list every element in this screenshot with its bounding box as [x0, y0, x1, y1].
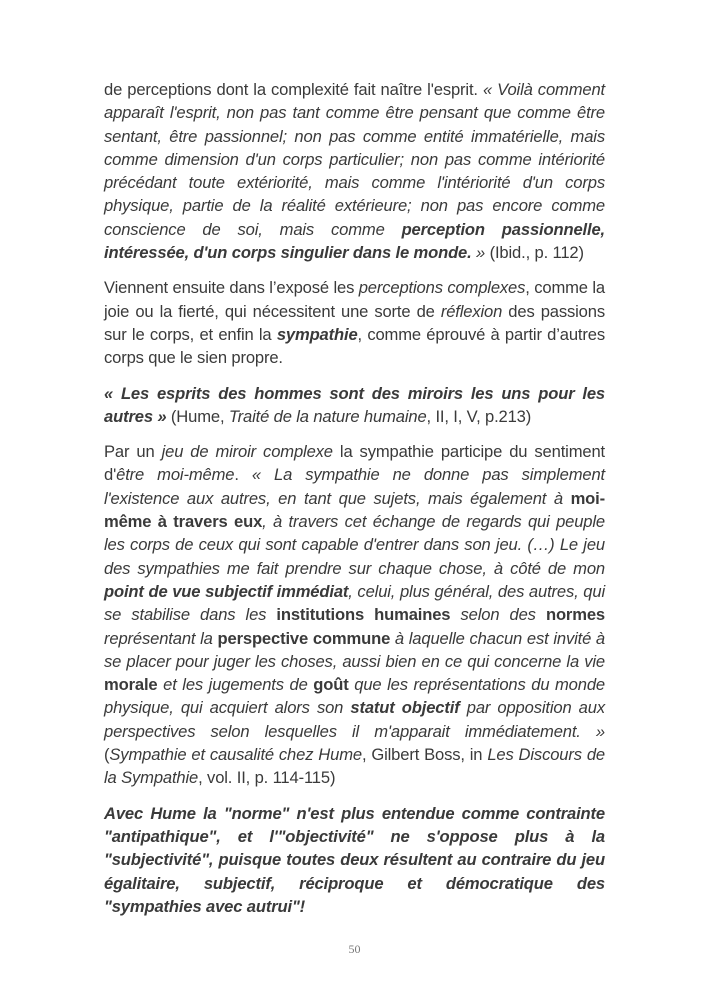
italic-text: perceptions complexes	[358, 278, 526, 298]
italic-text: par opposition aux perspectives selon lesquelles il m'apparait immédiatement. »	[104, 698, 605, 741]
bold-text: perspective commune	[217, 628, 391, 648]
text-run: , vol. II, p. 114-115)	[198, 768, 336, 788]
italic-text: selon des	[450, 605, 546, 625]
text-run: (Ibid., p. 112)	[485, 243, 584, 263]
paragraph-conclusion	[104, 802, 605, 918]
text-run: la sympathie participe du sentiment d'	[104, 442, 605, 485]
bold-text: morale	[104, 675, 158, 695]
text-run: , comme éprouvé à partir d’autres corps que le sien propre.	[104, 324, 605, 368]
italic-text: Les Discours de la Sympathie	[104, 745, 605, 788]
paragraph-perceptions-complexes	[104, 276, 605, 369]
bold-italic-text: point de vue subjectif immédiat	[104, 581, 349, 601]
text-run: , II, I, V, p.213)	[426, 406, 532, 426]
bold-text: moi-même à travers eux	[104, 488, 605, 532]
text-run: , Gilbert Boss, in	[361, 745, 488, 765]
paragraph-jeu-de-miroir	[104, 440, 605, 789]
italic-text: « La sympathie ne donne pas simplement l'existence aux autres, en tant que sujets, mais également à	[104, 465, 605, 508]
paragraph-esprit-quote	[104, 78, 605, 264]
italic-text: jeu de miroir complexe	[161, 442, 333, 462]
italic-text: Sympathie et causalité chez Hume	[109, 745, 362, 765]
bold-text: institutions humaines	[276, 605, 451, 625]
text-run: Viennent ensuite dans l’exposé les	[104, 278, 359, 298]
bold-text: normes	[545, 605, 605, 625]
bold-italic-text: statut objectif	[350, 698, 460, 718]
bold-italic-text: Avec Hume la "norme" n'est plus entendue comme contrainte "antipathique", et l'"objectivité" ne s'oppose plus à la "subjectivité", puisque toutes deux résultent au contraire du jeu égalitaire, subjectif, réciproque et démocratique des "sympathies avec autrui"!	[104, 803, 605, 916]
italic-text: que les représentations du monde physique, qui acquiert alors son	[104, 675, 605, 718]
italic-text: Traité de la nature humaine	[228, 406, 427, 426]
italic-text: , à travers cet échange de regards qui peuple les corps de ceux qui sont capable d'entrer dans son jeu. (…) Le jeu des sympathies me fait prendre sur chaque chose, à côté de mon	[104, 512, 605, 578]
italic-text: »	[471, 243, 486, 263]
italic-text: à laquelle chacun est invité à se placer pour juger les choses, aussi bien en ce qui concerne la vie	[104, 628, 605, 671]
bold-text: goût	[313, 675, 349, 695]
italic-text: être moi-même	[116, 465, 235, 485]
italic-text: , celui, plus général, des autres, qui se stabilise dans les	[104, 581, 605, 625]
text-run: des passions sur le corps, et enfin la	[104, 301, 605, 344]
italic-text: et les jugements de	[157, 675, 314, 695]
text-run: , comme la joie ou la fierté, qui nécessitent une sorte de	[104, 278, 605, 321]
document-page	[104, 78, 605, 930]
paragraph-hume-miroirs-quote	[104, 382, 605, 429]
text-run: (Hume,	[166, 406, 229, 426]
text-run: Par un	[104, 442, 162, 462]
italic-text: représentant la	[104, 628, 218, 648]
page-number: 50	[348, 942, 361, 956]
italic-text: réflexion	[440, 301, 503, 321]
bold-italic-text: « Les esprits des hommes sont des miroirs les uns pour les autres »	[104, 383, 605, 426]
text-run: de perceptions dont la complexité fait naître l'esprit.	[104, 80, 483, 99]
bold-italic-text: sympathie	[276, 324, 358, 344]
bold-italic-text: perception passionnelle, intéressée, d'un corps singulier dans le monde.	[104, 219, 605, 263]
text-run: (	[104, 745, 110, 765]
italic-text: « Voilà comment apparaît l'esprit, non pas tant comme être pensant que comme être sentant, être passionnel; non pas comme entité immatérielle, mais comme dimension d'un corps particulier; non pas comme intériorité précédant toute extériorité, mais comme l'intériorité d'un corps physique, partie de la réalité extérieure; non pas encore comme conscience de soi, mais comme	[104, 80, 605, 239]
text-run: .	[234, 465, 252, 485]
